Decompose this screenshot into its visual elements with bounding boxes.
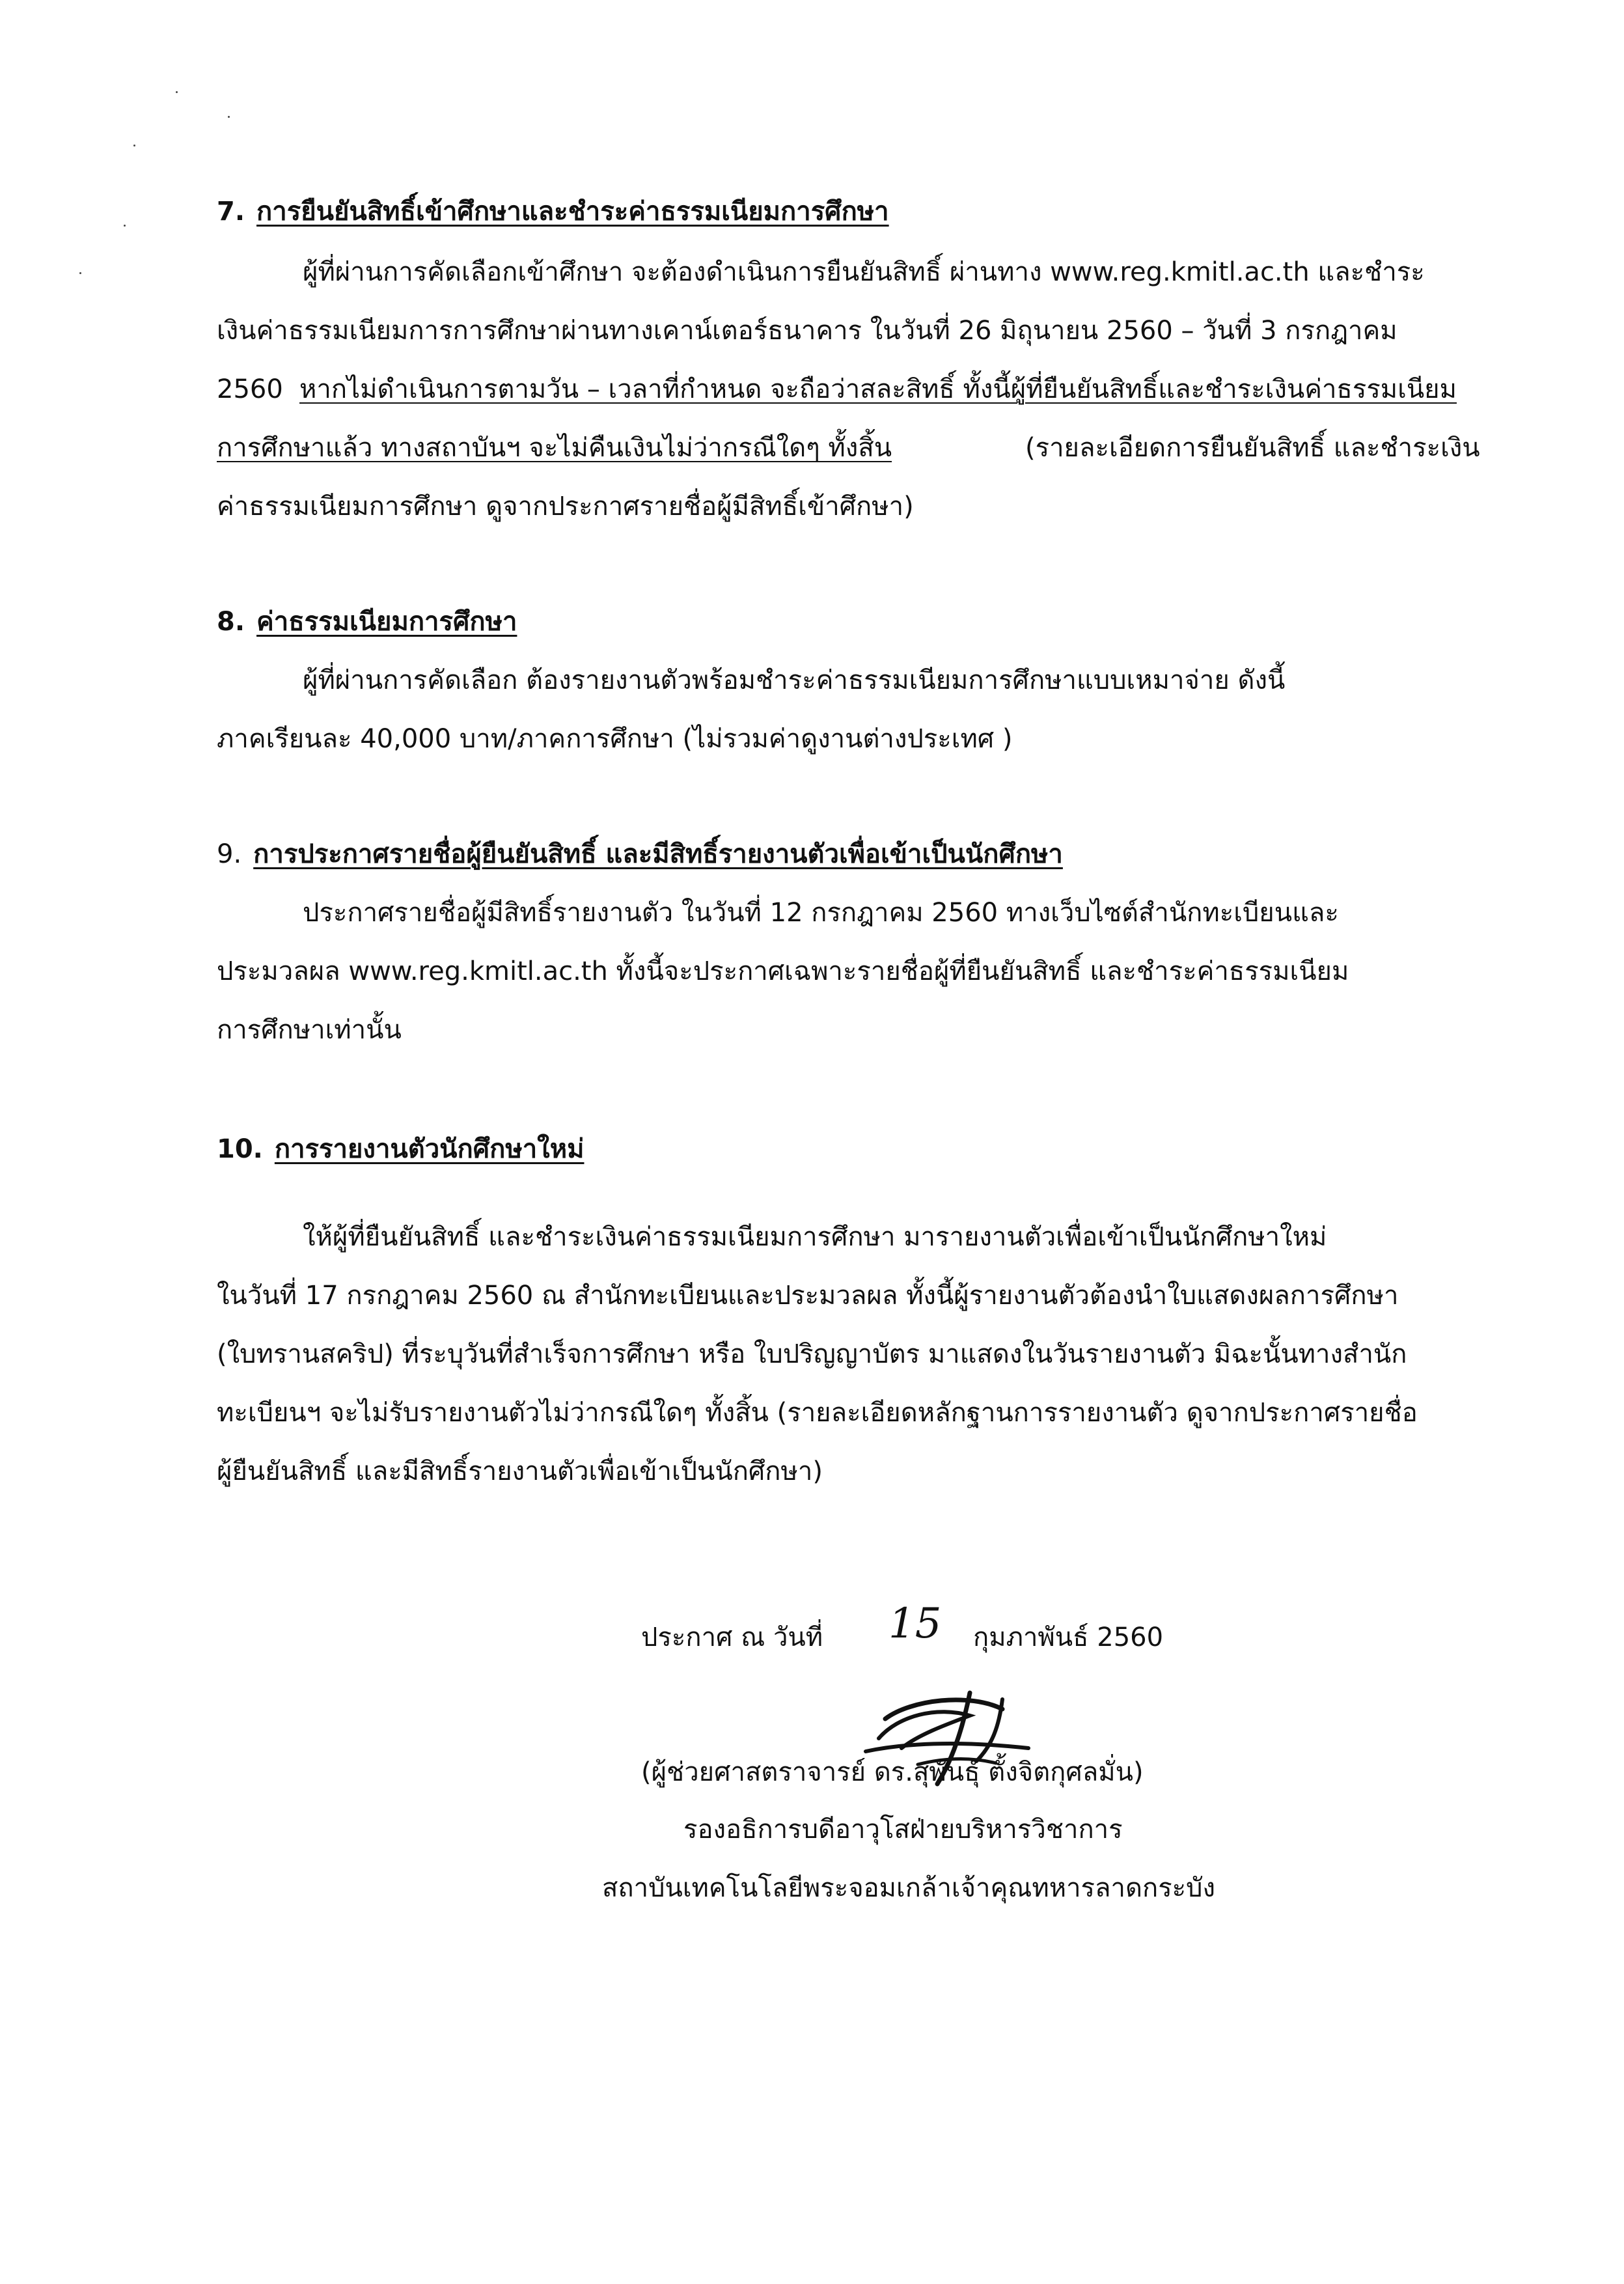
- signatory-institution: สถาบันเทคโนโลยีพระจอมเกล้าเจ้าคุณทหารลาดกระบัง: [602, 1873, 1216, 1903]
- section-8-number: 8.: [217, 607, 245, 637]
- section-10-line-3: (ใบทรานสคริป) ที่ระบุวันที่สำเร็จการศึกษา หรือ ใบปริญญาบัตร มาแสดงในวันรายงานตัว มิฉะนั้นทางสำนัก: [217, 1339, 1407, 1369]
- section-8-line-1: ผู้ที่ผ่านการคัดเลือก ต้องรายงานตัวพร้อมชำระค่าธรรมเนียมการศึกษาแบบเหมาจ่าย ดังนี้: [303, 665, 1286, 695]
- section-10-title: การรายงานตัวนักศึกษาใหม่: [274, 1134, 585, 1164]
- scan-speck: [133, 145, 135, 146]
- section-7-line-4-warning: การศึกษาแล้ว ทางสถาบันฯ จะไม่คืนเงินไม่ว่ากรณีใดๆ ทั้งสิ้น: [217, 433, 892, 463]
- section-10-line-2: ในวันที่ 17 กรกฎาคม 2560 ณ สำนักทะเบียนและประมวลผล ทั้งนี้ผู้รายงานตัวต้องนำใบแสดงผลการศึกษา: [217, 1281, 1399, 1311]
- section-10-line-1: ให้ผู้ที่ยืนยันสิทธิ์ และชำระเงินค่าธรรมเนียมการศึกษา มารายงานตัวเพื่อเข้าเป็นนักศึกษาใหม่: [303, 1222, 1327, 1252]
- section-9-line-3: การศึกษาเท่านั้น: [217, 1015, 402, 1045]
- scan-speck: [124, 225, 126, 227]
- section-10-line-4: ทะเบียนฯ จะไม่รับรายงานตัวไม่ว่ากรณีใดๆ ทั้งสิ้น (รายละเอียดหลักฐานการรายงานตัว ดูจากประกาศรายชื่อ: [217, 1398, 1418, 1428]
- section-7-line-4-details: (รายละเอียดการยืนยันสิทธิ์ และชำระเงิน: [1025, 433, 1480, 463]
- scan-speck: [79, 272, 81, 274]
- section-7-line-5: ค่าธรรมเนียมการศึกษา ดูจากประกาศรายชื่อผู้มีสิทธิ์เข้าศึกษา): [217, 492, 914, 522]
- section-7-number: 7.: [217, 197, 245, 227]
- section-8-heading: [217, 609, 517, 635]
- section-7-line-3-year: 2560: [217, 374, 283, 404]
- section-9-title: การประกาศรายชื่อผู้ยืนยันสิทธิ์ และมีสิทธิ์รายงานตัวเพื่อเข้าเป็นนักศึกษา: [253, 839, 1063, 869]
- signatory-position: รองอธิการบดีอาวุโสฝ่ายบริหารวิชาการ: [683, 1815, 1123, 1845]
- section-8-title: ค่าธรรมเนียมการศึกษา: [256, 607, 517, 637]
- section-10-number: 10.: [217, 1134, 263, 1164]
- section-7-line-1: ผู้ที่ผ่านการคัดเลือกเข้าศึกษา จะต้องดำเนินการยืนยันสิทธิ์ ผ่านทาง www.reg.kmitl.ac.th และชำระ: [303, 257, 1425, 287]
- section-9-line-2: ประมวลผล www.reg.kmitl.ac.th ทั้งนี้จะประกาศเฉพาะรายชื่อผู้ที่ยืนยันสิทธิ์ และชำระค่าธรรมเนียม: [217, 956, 1349, 986]
- section-9-line-1: ประกาศรายชื่อผู้มีสิทธิ์รายงานตัว ในวันที่ 12 กรกฎาคม 2560 ทางเว็บไซต์สำนักทะเบียนและ: [303, 898, 1339, 928]
- announcement-month-year: กุมภาพันธ์ 2560: [973, 1622, 1164, 1652]
- scan-speck: [228, 116, 230, 118]
- section-8-line-2: ภาคเรียนละ 40,000 บาท/ภาคการศึกษา (ไม่รวมค่าดูงานต่างประเทศ ): [217, 724, 1013, 754]
- section-7-line-3-warning: หากไม่ดำเนินการตามวัน – เวลาที่กำหนด จะถือว่าสละสิทธิ์ ทั้งนี้ผู้ที่ยืนยันสิทธิ์และชำระเงินค่าธรรมเนียม: [299, 374, 1457, 404]
- section-7-line-2: เงินค่าธรรมเนียมการการศึกษาผ่านทางเคาน์เตอร์ธนาคาร ในวันที่ 26 มิถุนายน 2560 – วันที่ 3 กรกฎาคม: [217, 316, 1397, 346]
- announcement-prefix: ประกาศ ณ วันที่: [641, 1622, 823, 1652]
- section-10-line-5: ผู้ยืนยันสิทธิ์ และมีสิทธิ์รายงานตัวเพื่อเข้าเป็นนักศึกษา): [217, 1456, 823, 1486]
- section-9-heading: [217, 841, 1063, 867]
- section-9-number: 9.: [217, 839, 242, 869]
- section-7-heading: [217, 199, 889, 225]
- announcement-day-handwritten: 15: [888, 1600, 942, 1648]
- section-7-title: การยืนยันสิทธิ์เข้าศึกษาและชำระค่าธรรมเนียมการศึกษา: [256, 197, 889, 227]
- scan-speck: [176, 91, 178, 93]
- section-10-heading: [217, 1136, 584, 1162]
- signatory-name: (ผู้ช่วยศาสตราจารย์ ดร.สุพันธุ์ ตั้งจิตกุศลมั่น): [641, 1757, 1144, 1787]
